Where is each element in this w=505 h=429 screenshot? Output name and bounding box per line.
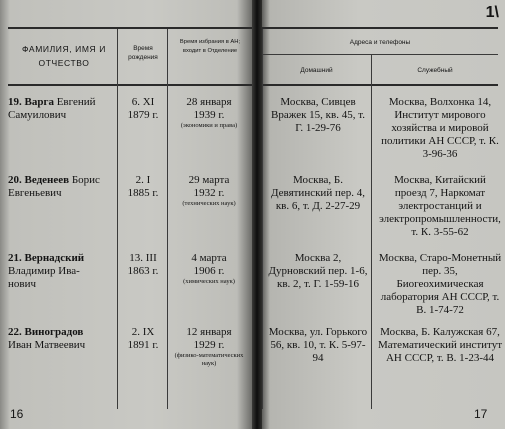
row-19-work: Москва, Волхонка 14, Институт мирового хозяйства и мировой политики АН СССР, т. К. 3-96-36 bbox=[381, 96, 499, 160]
row-22-name: 22. Виноградов Иван Матвеевич bbox=[8, 326, 86, 351]
header-bottom-rule bbox=[8, 84, 252, 86]
row-20-elect: 29 марта 1932 г. (технических наук) bbox=[182, 174, 236, 207]
corner-mark: 1\ bbox=[485, 4, 499, 21]
row-21-work: Москва, Старо-Монетный пер. 35, Биогеохимическая лаборатория АН СССР, т. В. 1-74-72 bbox=[378, 252, 502, 316]
right-page bbox=[262, 0, 505, 429]
row-22-birth: 2. IX 1891 г. bbox=[127, 326, 159, 351]
row-20-birth: 2. I 1885 г. bbox=[127, 174, 159, 199]
row-19-name: 19. Варга Евгений Самуилович bbox=[8, 96, 96, 121]
header-elect: Время избрания в АН; входит в Отделение bbox=[179, 39, 241, 54]
header-mid-rule bbox=[262, 54, 498, 55]
header-top-rule bbox=[8, 27, 252, 29]
header-birth: Время рождения bbox=[128, 45, 158, 61]
row-21-elect: 4 марта 1906 г. (химических наук) bbox=[183, 252, 235, 285]
row-20-work: Москва, Китайский проезд 7, Наркомат электростанций и электропромышленности, т. К. 3-55-62 bbox=[379, 174, 501, 238]
row-19-birth: 6. XI 1879 г. bbox=[127, 96, 159, 121]
row-21-home: Москва 2, Дурновский пер. 1-6, кв. 2, т. Г. 1-59-16 bbox=[268, 252, 368, 290]
col-divider bbox=[117, 29, 118, 409]
book-gutter bbox=[252, 0, 262, 429]
col-divider bbox=[262, 29, 263, 409]
row-22-home: Москва, ул. Горького 56, кв. 10, т. К. 5-97-94 bbox=[268, 326, 368, 364]
row-21-birth: 13. III 1863 г. bbox=[127, 252, 159, 277]
col-divider bbox=[167, 29, 168, 409]
header-work: Служебный bbox=[417, 67, 453, 74]
header-top-rule bbox=[262, 27, 498, 29]
col-divider bbox=[371, 54, 372, 409]
header-name: ФАМИЛИЯ, ИМЯ И ОТЧЕСТВО bbox=[22, 44, 106, 68]
left-page bbox=[0, 0, 252, 429]
row-22-elect: 12 января 1929 г. (физико-математических наук) bbox=[174, 326, 244, 367]
row-21-name: 21. Вернадский Владимир Ива- нович bbox=[8, 252, 85, 290]
row-20-name: 20. Веденеев Борис Евгеньевич bbox=[8, 174, 100, 199]
row-22-work: Москва, Б. Калужская 67, Математический институт АН СССР, т. В. 1-23-44 bbox=[378, 326, 503, 364]
header-bottom-rule bbox=[262, 84, 498, 86]
row-19-home: Москва, Сивцев Вражек 15, кв. 45, т. Г. 1-29-76 bbox=[271, 96, 365, 134]
row-19-elect: 28 января 1939 г. (экономики и права) bbox=[180, 96, 238, 129]
page-number-left: 16 bbox=[10, 407, 24, 421]
row-20-home: Москва, Б. Девятинский пер. 4, кв. 6, т. Д. 2-27-29 bbox=[271, 174, 365, 212]
header-addresses: Адреса и телефоны bbox=[349, 39, 411, 46]
header-home: Домашний bbox=[300, 67, 333, 74]
page-number-right: 17 bbox=[474, 407, 488, 421]
